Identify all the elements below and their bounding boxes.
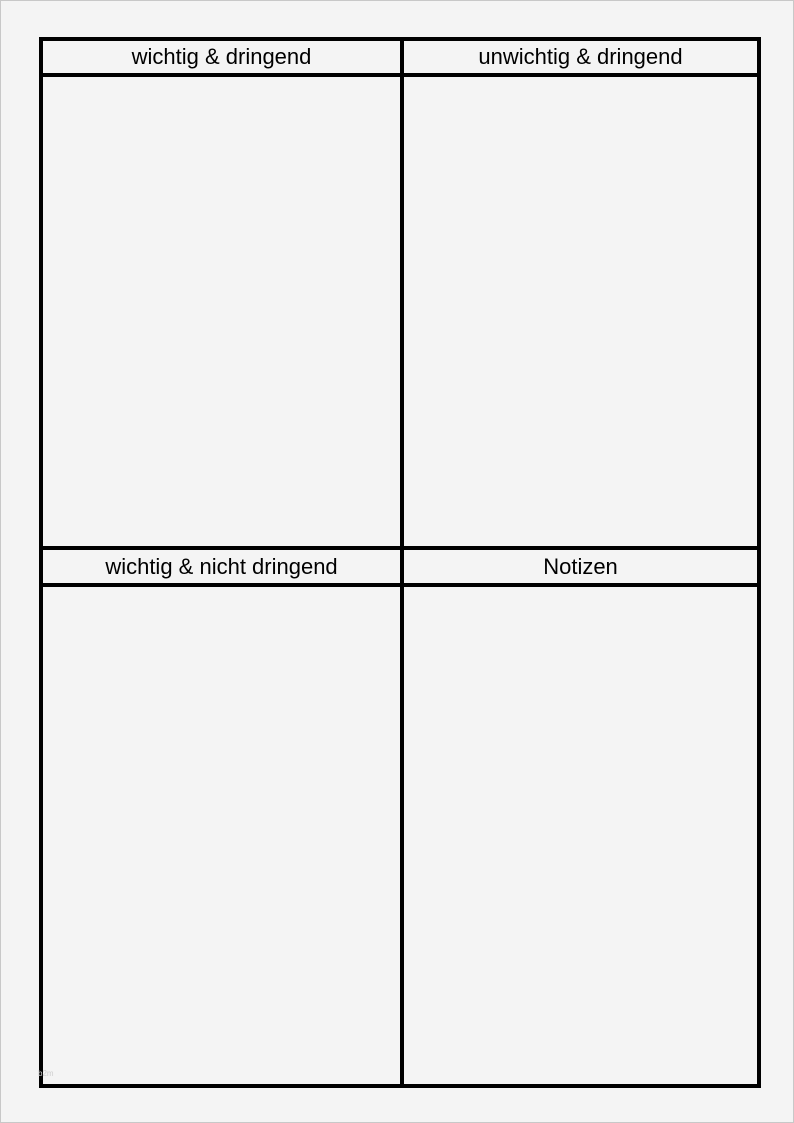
quadrant-header-important-urgent: wichtig & dringend [131,43,312,69]
watermark: b2m [38,1069,54,1078]
priority-matrix [39,37,761,1088]
quadrant-body-important-not-urgent [43,587,400,1084]
quadrant-body-important-urgent [43,77,400,546]
quadrant-header-important-not-urgent: wichtig & nicht dringend [105,553,338,579]
quadrant-body-unimportant-urgent [404,77,757,546]
quadrant-body-notes [404,587,757,1084]
quadrant-header-unimportant-urgent: unwichtig & dringend [478,43,683,69]
quadrant-header-notes: Notizen [543,553,618,579]
matrix-border-right [757,37,761,1088]
